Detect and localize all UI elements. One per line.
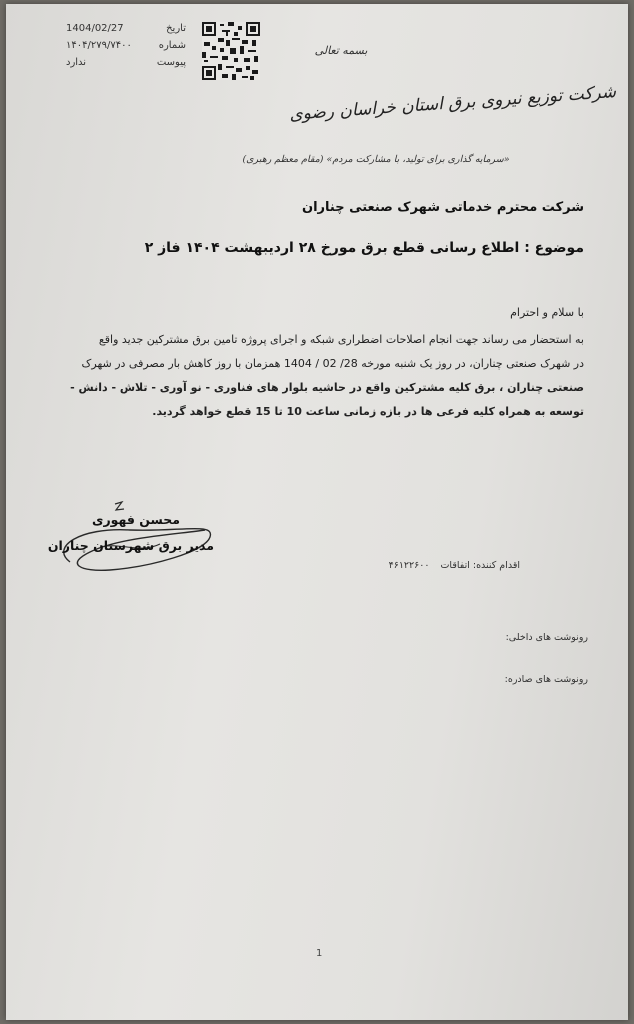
attachment-row (66, 54, 186, 71)
attachment-label: پیوست (156, 57, 186, 68)
slogan: «سرمایه گذاری برای تولید، با مشارکت مردم» (مقام معظم رهبری) (242, 154, 510, 165)
greeting: با سلام و احترام (510, 306, 584, 319)
body-line: توسعه به همراه کلیه فرعی ها در بازه زمانی ساعت 10 تا 15 قطع خواهد گردید. (152, 405, 584, 418)
recipient: شرکت محترم خدماتی شهرک صنعتی چناران (301, 200, 584, 215)
attachment-value: ندارد (66, 57, 87, 68)
body-line: به استحضار می رساند جهت انجام اصلاحات اضطراری شبکه و اجرای پروژه تامین برق مشترکین جدید واقع (98, 333, 584, 346)
cc-internal: رونوشت های داخلی: (505, 632, 588, 643)
date-label: تاریخ (166, 23, 186, 34)
date-row (66, 20, 186, 37)
cc-external: رونوشت های صادره: (504, 674, 588, 685)
action-by (389, 560, 520, 571)
body-line: صنعتی چناران ، برق کلیه مشترکین واقع در حاشیه بلوار های فناوری - نو آوری - تلاش - دانش - (70, 381, 584, 394)
company-name: شرکت توزیع نیروی برق استان خراسان رضوی (288, 82, 617, 125)
number-label: شماره (158, 40, 186, 51)
subject: موضوع : اطلاع رسانی قطع برق مورخ ۲۸ اردیبهشت ۱۴۰۴ فاز ۲ (144, 240, 584, 256)
signer-name: محسن فهوری (92, 512, 180, 527)
page-number: 1 (316, 948, 323, 959)
letter-body (54, 328, 584, 424)
date-value: 1404/02/27 (66, 23, 124, 34)
action-label: اقدام کننده: اتفاقات (440, 560, 520, 571)
bismillah-heading: بسمه تعالی (314, 44, 368, 57)
number-row (66, 37, 186, 54)
letter-page (6, 4, 628, 1020)
signer-title: مدیر برق شهرستان چناران (47, 538, 214, 553)
body-line: در شهرک صنعتی چناران، در روز یک شنبه مورخه 28/ 02 / 1404 همزمان با روز کاهش بار مصرفی در شهرک (81, 357, 584, 370)
number-value: ۱۴۰۴/۲۷۹/۷۴۰۰ (66, 40, 132, 51)
signature-scribble-icon (40, 492, 240, 582)
qr-code-icon (202, 22, 260, 80)
letter-meta (66, 20, 186, 71)
action-number: ۴۶۱۲۲۶۰۰ (388, 560, 430, 571)
